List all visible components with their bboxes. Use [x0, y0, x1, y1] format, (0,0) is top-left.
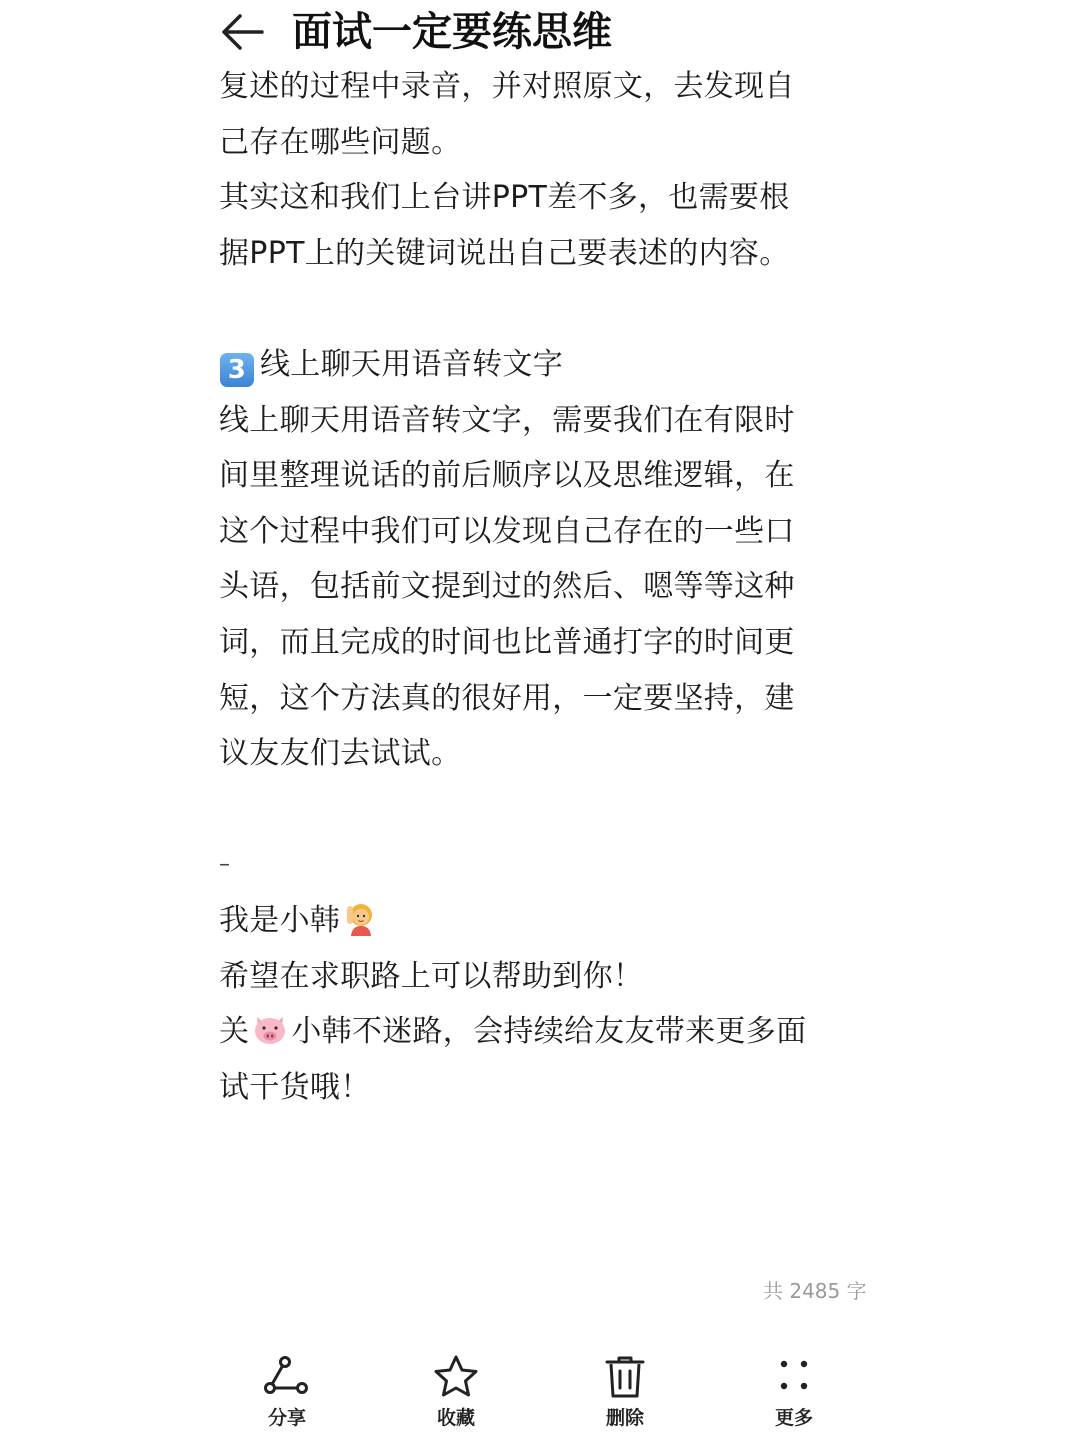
more-button[interactable] — [739, 1354, 849, 1440]
text-line: 短，这个方法真的很好用，一定要坚持，建 — [219, 680, 795, 716]
word-count: 共 2485 字 — [763, 1279, 867, 1303]
blank-line — [219, 782, 859, 838]
text-line: 复述的过程中录音，并对照原文，去发现自 — [219, 69, 795, 104]
section-heading-text: 线上聊天用语音转文字 — [260, 346, 563, 382]
text-line: 其实这和我们上台讲PPT差不多，也需要根 — [219, 180, 790, 216]
share-label: 分享 — [267, 1407, 306, 1429]
trash-icon — [599, 1354, 651, 1400]
intro-text: 我是小韩 — [219, 902, 341, 938]
favorite-label: 收藏 — [436, 1407, 475, 1429]
share-button[interactable] — [232, 1354, 342, 1440]
text-line: 这个过程中我们可以发现自己存在的一些口 — [219, 513, 795, 549]
text-line: 头语，包括前文提到过的然后、嗯等等这种 — [219, 569, 795, 605]
favorite-button[interactable] — [401, 1354, 511, 1440]
text-line: 议友友们去试试。 — [219, 736, 462, 772]
text-line: 希望在求职路上可以帮助到你！ — [219, 958, 644, 994]
delete-label: 删除 — [605, 1407, 644, 1429]
blank-line — [219, 281, 859, 337]
text-line: 词，而且完成的时间也比普通打字的时间更 — [219, 624, 795, 660]
section-heading — [219, 337, 859, 393]
text-line: 间里整理说话的前后顺序以及思维逻辑，在 — [219, 458, 795, 494]
follow-prefix: 关 — [219, 1014, 250, 1050]
divider-dash: – — [219, 852, 231, 878]
pig-face-emoji — [252, 1010, 288, 1066]
text-line: 据PPT上的关键词说出自己要表述的内容。 — [219, 235, 790, 271]
bottom-toolbar — [0, 1340, 1080, 1440]
raising-hand-emoji — [343, 899, 379, 955]
text-line: 试干货哦！ — [219, 1069, 371, 1105]
back-arrow-icon — [214, 8, 270, 56]
number-3-keycap-icon: 3 — [220, 353, 254, 387]
share-icon — [261, 1354, 313, 1400]
more-label: 更多 — [774, 1407, 813, 1429]
note-content-area[interactable] — [0, 66, 1080, 1300]
text-line — [219, 893, 859, 949]
more-dots-icon — [768, 1354, 820, 1400]
follow-text: 小韩不迷路，会持续给友友带来更多面 — [291, 1014, 807, 1050]
star-icon — [430, 1354, 482, 1400]
top-app-bar — [0, 0, 1080, 66]
text-line — [219, 1004, 859, 1060]
back-button[interactable] — [214, 8, 270, 56]
text-line: 己存在哪些问题。 — [219, 124, 462, 160]
delete-button[interactable] — [570, 1354, 680, 1440]
text-line: 线上聊天用语音转文字，需要我们在有限时 — [219, 402, 795, 438]
page-title: 面试一定要练思维 — [292, 9, 612, 55]
note-body — [219, 66, 859, 1115]
